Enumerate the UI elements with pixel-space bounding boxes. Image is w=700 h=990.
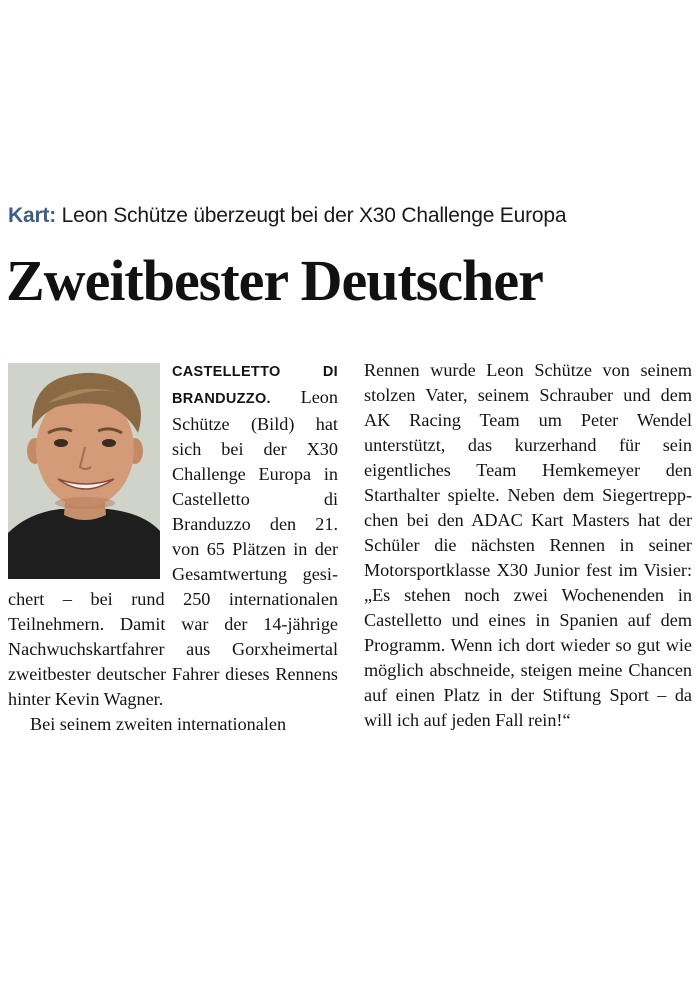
article-paragraph-1: Leon Schütze (Bild) hat sich bei der X30 Challenge Europa in Castelletto di Branduzzo den 21. von 65 Plätzen in der Gesamtwertung gesichert – bei rund 250 internationalen Teilnehmern. Damit war der 14-jährige Nachwuchskartfahrer aus Gorxheimertal zweitbester deutscher Fahrer dieses Rennens hinter Kevin Wagner. (8, 387, 338, 709)
dateline: CASTELLETTO DI BRANDUZZO. (172, 364, 338, 407)
article-column-right (364, 358, 692, 733)
article-column-left (8, 358, 338, 737)
portrait-illustration (8, 363, 160, 579)
portrait-photo (8, 363, 160, 579)
article-paragraph-2-continued: Rennen wurde Leon Schütze von seinem stolzen Vater, seinem Schrauber und dem AK Racing Team um Peter Wendel unterstützt, das kurzerhand für sein eigentliches Team Hemkemeyer den Starthalter spielte. Neben dem Siegertreppchen bei den ADAC Kart Masters hat der Schüler die nächsten Rennen in seiner Motorsportklasse X30 Junior fest im Visier: „Es stehen noch zwei Wochenenden in Castelletto und eines in Spanien auf dem Programm. Wenn ich dort wieder so gut wie möglich abschneide, steigen meine Chancen auf einen Platz in der Stiftung Sport – da will ich auf jeden Fall rein!“ (364, 360, 692, 730)
kicker-subtitle: Leon Schütze überzeugt bei der X30 Challenge Europa (61, 204, 567, 227)
headline: Zweitbester Deutscher (6, 248, 543, 313)
article-paragraph-2-text: Bei seinem zweiten internationalen (30, 714, 287, 734)
kicker-line (8, 202, 692, 230)
article-paragraph-2 (8, 712, 338, 737)
kicker-label: Kart: (8, 204, 57, 227)
